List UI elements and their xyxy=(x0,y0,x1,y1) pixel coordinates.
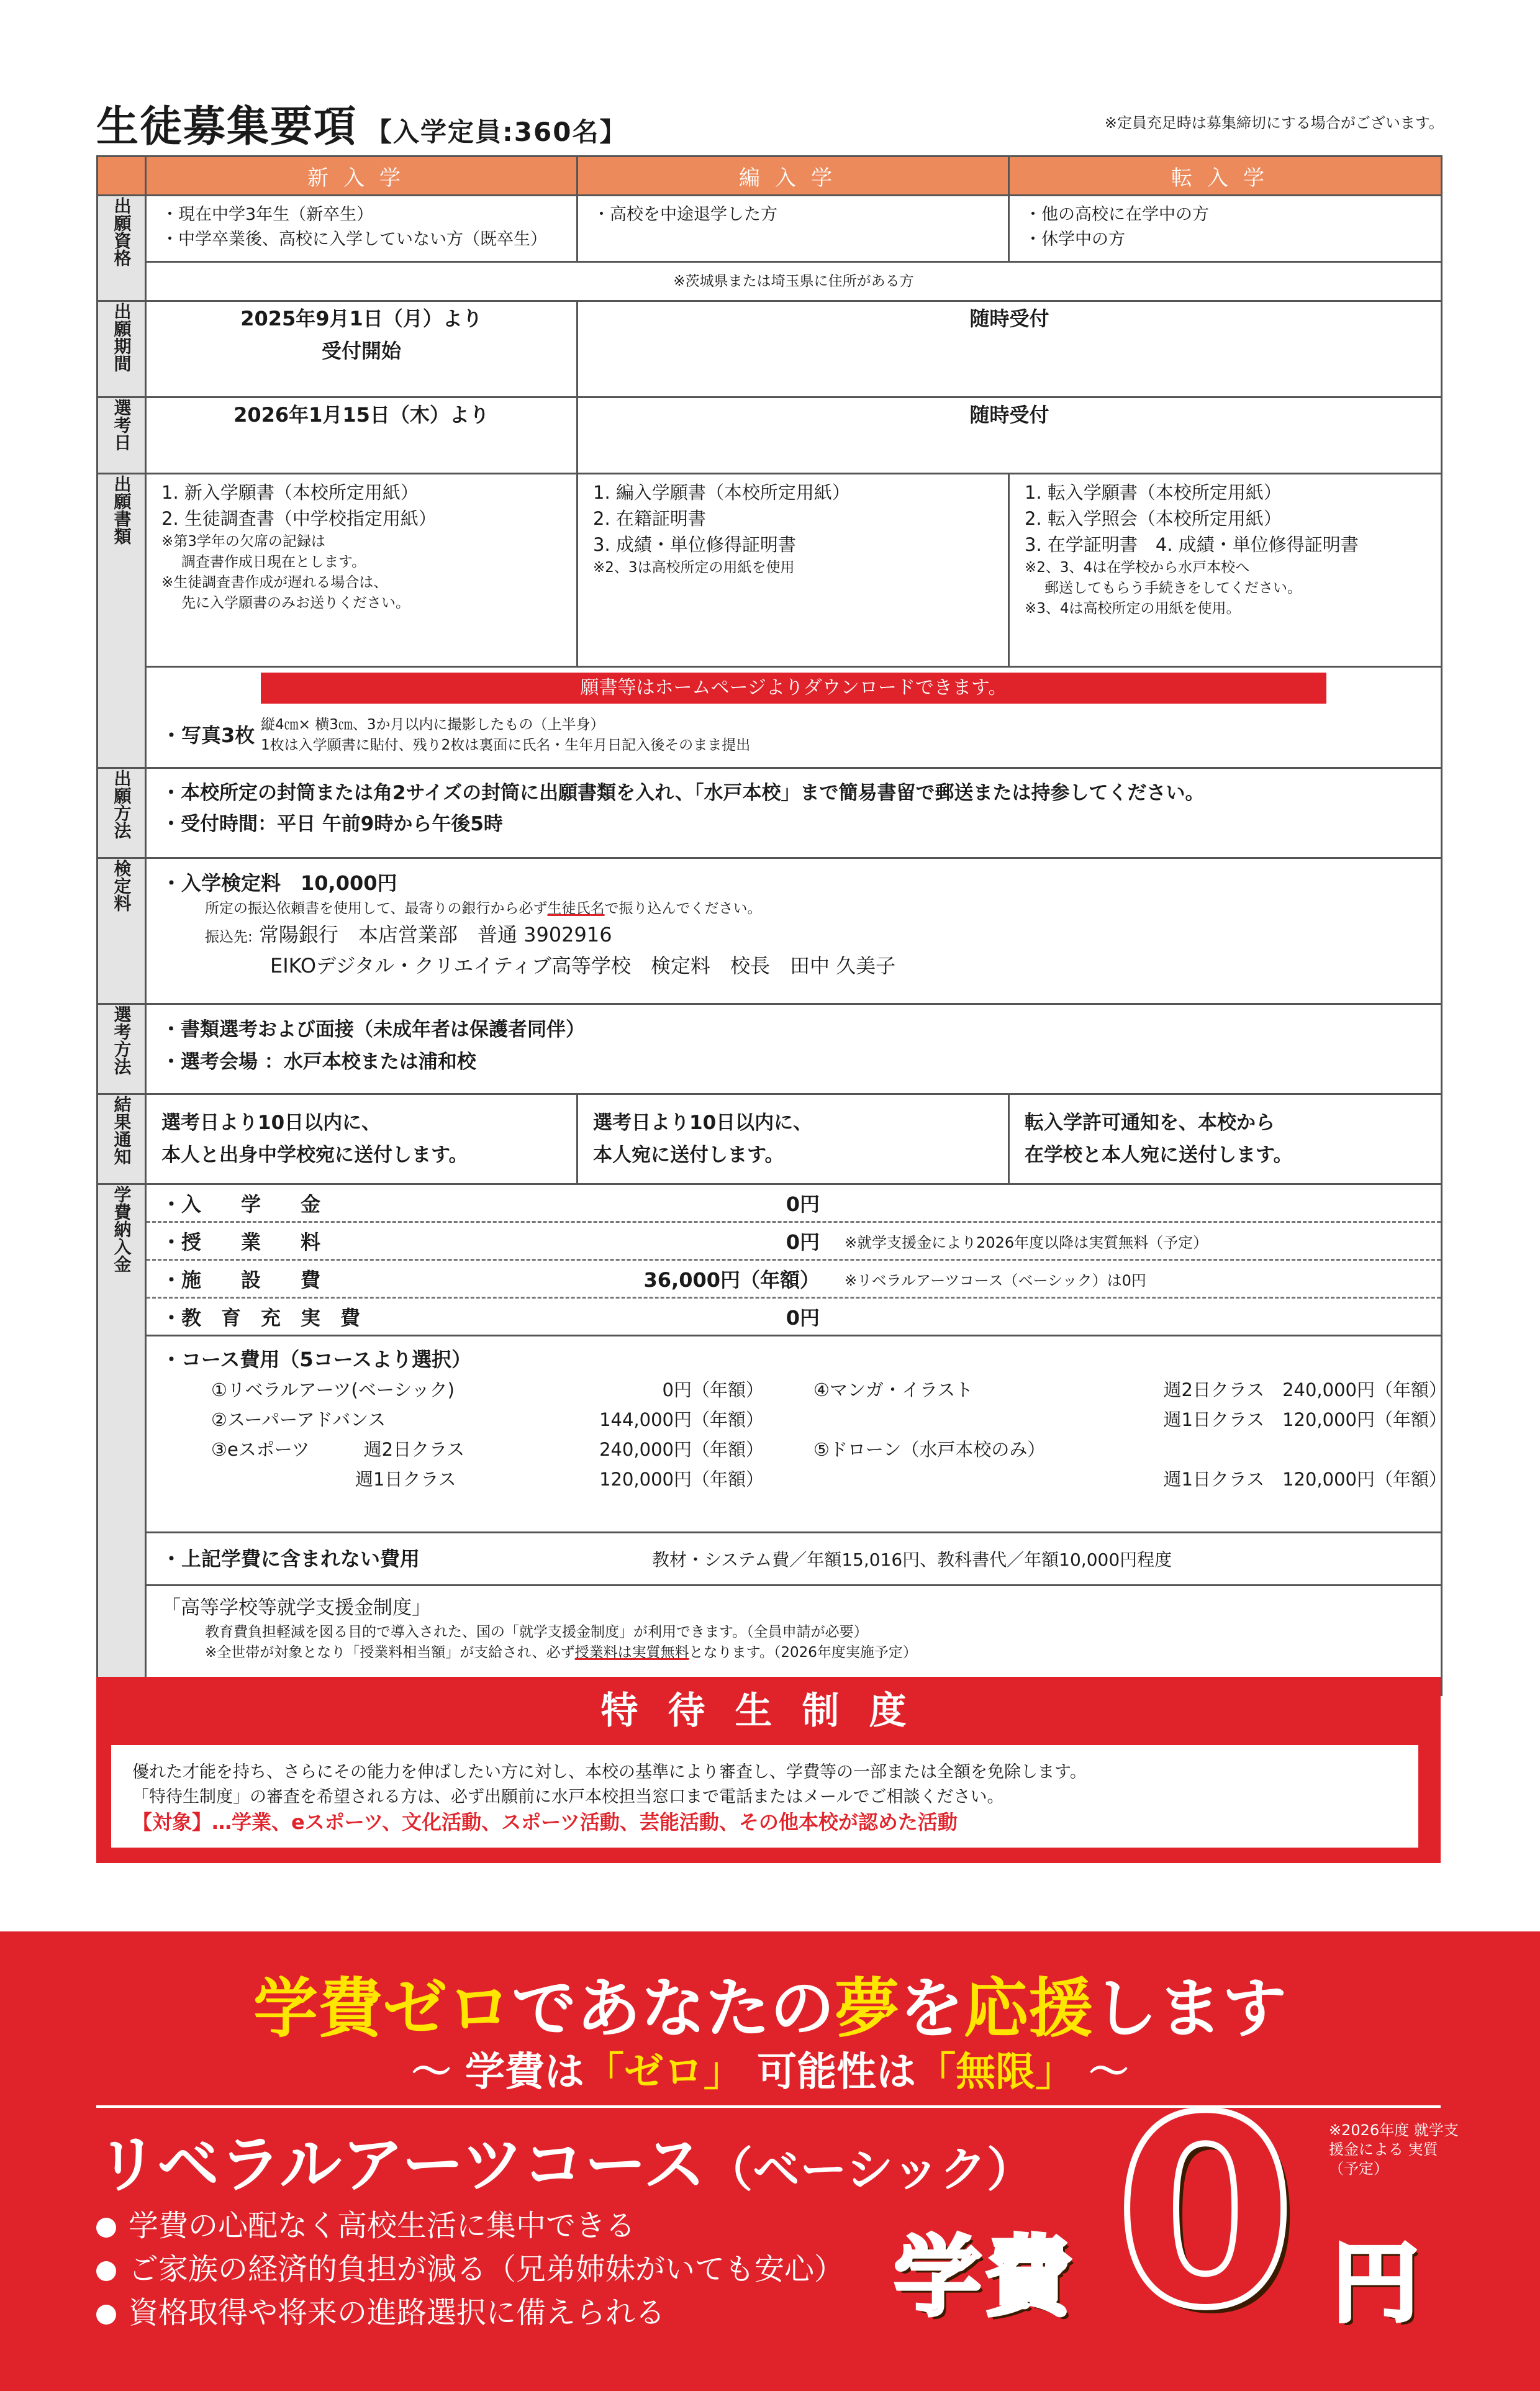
special-target: 【対象】…学業、eスポーツ、文化活動、スポーツ活動、芸能活動、その他本校が認めた活動 xyxy=(132,1810,958,1834)
result-transfer: 転入学許可通知を、本校から 在学校と本人宛に送付します。 xyxy=(1009,1094,1442,1184)
eligibility-note: ※茨城県または埼玉県に住所がある方 xyxy=(146,262,1442,301)
row-label-period: 出願期間 xyxy=(97,301,146,397)
page-title: 生徒募集要項 【入学定員:360名】 xyxy=(96,102,627,152)
course-fees-title: ・コース費用（5コースより選択） xyxy=(161,1348,472,1371)
bullet-dot-icon xyxy=(96,2218,116,2238)
col-transfer-in: 編入学 xyxy=(578,157,1009,196)
table-header-row xyxy=(97,157,1442,196)
documents-photo-cell xyxy=(146,667,1442,768)
row-label-result: 結果通知 xyxy=(97,1094,146,1184)
table-row xyxy=(97,768,1442,858)
eligibility-transfer: ・他の高校に在学中の方 ・休学中の方 xyxy=(1009,196,1442,262)
special-line1: 優れた才能を持ち、さらにその能力を伸ばしたい方に対し、本校の基準により審査し、学費等の一部または全額を免除します。 xyxy=(132,1763,1087,1782)
table-row xyxy=(97,301,1442,397)
method-cell: ・本校所定の封筒または角2サイズの封筒に出願書類を入れ、「水戸本校」まで簡易書留で郵送または持参してください。 ・受付時間：平日 午前9時から午後5時 xyxy=(146,768,1442,858)
course-fees xyxy=(146,1336,1447,1533)
promo-bullet: 学費の心配なく高校生活に集中できる xyxy=(96,2202,635,2244)
documents-new: 1. 新入学願書（本校所定用紙） 2. 生徒調査書（中学校指定用紙） ※第3学年の欠席の記録は 調査書作成日現在とします。 ※生徒調査書作成が遅れる場合は、 先に入学願書のみお送りください。 xyxy=(146,474,578,667)
table-row xyxy=(97,397,1442,474)
exam-date-new: 2026年1月15日（木）より xyxy=(146,397,578,474)
course-grid: ①リベラルアーツ(ベーシック) 0円（年額） ④マンガ・イラスト 週2日クラス 240,000円（年額） ②スーパーアドバンス 144,000円（年額） 週1日クラス 120,000円（年額） ③eスポーツ 週2日クラス 240,000円（年額） ⑤ドローン（水戸本校のみ） 週1日クラス 120,000円（年額） 週1日クラス 120,000円（年額） xyxy=(211,1379,1447,1490)
promo-course-title: リベラルアーツコース（ベーシック） xyxy=(96,2128,1034,2201)
support-line1: 教育費負担軽減を図る目的で導入された、国の「就学支援金制度」が利用できます。（全員申請が必要） xyxy=(205,1624,868,1640)
special-title: 特待生制度 xyxy=(600,1689,936,1733)
period-new: 2025年9月1日（月）より 受付開始 xyxy=(146,301,578,397)
result-transfer-in: 選考日より10日以内に、 本人宛に送付します。 xyxy=(578,1094,1009,1184)
other-fees: ・上記学費に含まれない費用 教材・システム費／年額15,016円、教科書代／年額10,000円程度 xyxy=(146,1533,1442,1586)
photo-label: ・写真3枚 xyxy=(161,724,255,747)
eligibility-new: ・現在中学3年生（新卒生） ・中学卒業後、高校に入学していない方（既卒生） xyxy=(146,196,578,262)
row-label-fees: 学費納入金 xyxy=(97,1184,146,1695)
admissions-table xyxy=(96,155,1447,1696)
photo-desc: 縦4㎝× 横3㎝、3か月以内に撮影したもの（上半身） 1枚は入学願書に貼付、残り2枚は裏面に氏名・生年月日記入後そのまま提出 xyxy=(261,717,751,753)
result-new: 選考日より10日以内に、 本人と出身中学校宛に送付します。 xyxy=(146,1094,578,1184)
row-label-documents: 出願書類 xyxy=(97,474,146,768)
capacity-label: 【入学定員:360名】 xyxy=(366,117,627,147)
header-corner xyxy=(97,157,146,196)
documents-transfer-in: 1. 編入学願書（本校所定用紙） 2. 在籍証明書 3. 成績・単位修得証明書 ※2、3は高校所定の用紙を使用 xyxy=(578,474,1009,667)
exam-date-other: 随時受付 xyxy=(578,397,1442,474)
badge-yen: 円 xyxy=(1332,2233,1420,2334)
period-other: 随時受付 xyxy=(578,301,1442,397)
row-label-method: 出願方法 xyxy=(97,768,146,858)
bullet-dot-icon xyxy=(96,2261,116,2281)
table-row xyxy=(97,196,1442,262)
row-label-selection: 選考方法 xyxy=(97,1004,146,1094)
table-row xyxy=(97,1336,1442,1533)
selection-cell: ・書類選考および面接（未成年者は保護者同伴） ・選考会場 ：水戸本校または浦和校 xyxy=(146,1004,1442,1094)
exam-fee-cell xyxy=(146,858,1442,1004)
badge-zero: 0 xyxy=(1115,2062,1297,2366)
special-line2: 「特待生制度」の審査を希望される方は、必ず出願前に水戸本校担当窓口まで電話またはメールでご相談ください。 xyxy=(132,1787,1004,1807)
table-row xyxy=(97,1533,1442,1586)
capacity-note: ※定員充足時は募集締切にする場合がございます。 xyxy=(1104,114,1444,132)
special-scholarship-box xyxy=(96,1677,1441,1863)
documents-transfer: 1. 転入学願書（本校所定用紙） 2. 転入学照会（本校所定用紙） 3. 在学証明書 4. 成績・単位修得証明書 ※2、3、4は在学校から水戸本校へ 郵送してもらう手続きをしてください。 ※3、4は高校所定の用紙を使用。 xyxy=(1009,474,1442,667)
support-line2: ※全世帯が対象となり「授業料相当額」が支給され、必ず授業料は実質無料となります。（2026年度実施予定） xyxy=(205,1645,917,1661)
fee-row: ・入 学 金 0円 xyxy=(147,1185,1441,1223)
fee-row: ・施 設 費 36,000円（年額） ※リベラルアーツコース（ベーシック）は0円 xyxy=(147,1261,1441,1299)
col-transfer: 転入学 xyxy=(1009,157,1442,196)
table-row xyxy=(97,1094,1442,1184)
special-content xyxy=(111,1745,1418,1848)
table-row xyxy=(97,667,1442,768)
row-label-exam-date: 選考日 xyxy=(97,397,146,474)
col-new: 新入学 xyxy=(146,157,578,196)
fees-basic xyxy=(146,1184,1442,1336)
table-row xyxy=(97,474,1442,667)
fee-row: ・授 業 料 0円 ※就学支援金により2026年度以降は実質無料（予定） xyxy=(147,1223,1441,1261)
payee-bank: 振込先: 常陽銀行 本店営業部 普通 3902916 xyxy=(205,923,612,946)
row-label-exam-fee: 検定料 xyxy=(97,858,146,1004)
table-row xyxy=(97,1004,1442,1094)
badge-gakuhi: 学費 xyxy=(894,2227,1076,2328)
promo-headline: 学費ゼロであなたの夢を応援します xyxy=(253,1971,1287,2046)
badge-note: ※2026年度 就学支援金による 実質（予定） xyxy=(1329,2121,1459,2177)
table-row xyxy=(97,1184,1442,1336)
table-row xyxy=(97,858,1442,1004)
fee-row: ・教 育 充 実 費 0円 xyxy=(161,1306,820,1330)
support-title: 「高等学校等就学支援金制度」 xyxy=(161,1597,431,1619)
promo-bullet: ご家族の経済的負担が減る（兄弟姉妹がいても安心） xyxy=(96,2245,844,2288)
exam-fee-title: ・入学検定料 10,000円 xyxy=(161,871,397,895)
table-row xyxy=(97,262,1442,301)
promo-bullet: 資格取得や将来の進路選択に備えられる xyxy=(96,2289,665,2331)
exam-fee-note: 所定の振込依頼書を使用して、最寄りの銀行から必ず生徒氏名で振り込んでください。 xyxy=(205,901,762,917)
promo-subhead: 〜 学費は「ゼロ」 可能性は「無限」 〜 xyxy=(411,2049,1129,2095)
bullet-dot-icon xyxy=(96,2305,116,2325)
payee-name: EIKOデジタル・クリエイティブ高等学校 検定料 校長 田中 久美子 xyxy=(270,954,896,978)
eligibility-transfer-in: ・高校を中途退学した方 xyxy=(578,196,1009,262)
row-label-eligibility: 出願資格 xyxy=(97,196,146,301)
download-banner[interactable]: 願書等はホームページよりダウンロードできます。 xyxy=(261,673,1326,704)
